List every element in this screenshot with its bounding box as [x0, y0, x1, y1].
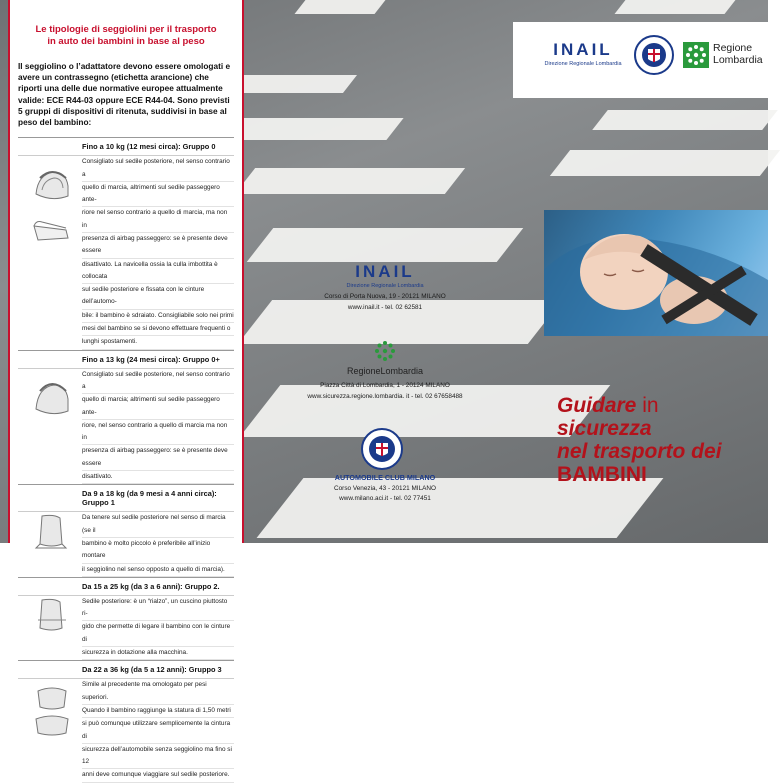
group-2-section	[18, 577, 234, 660]
group-heading: Da 9 a 18 kg (da 9 mesi a 4 anni circa): Gruppo 1	[18, 485, 234, 512]
panel-title-line: Le tipologie di seggiolini per il trasporto	[35, 24, 217, 35]
group-text-line: bile: il bambino è sdraiato. Consigliabile solo nei primi	[82, 310, 234, 323]
group-heading: Fino a 13 kg (24 mesi circa): Gruppo 0+	[18, 351, 234, 369]
group-text-line: quello di marcia, altrimenti sul sedile passeggero ante-	[82, 182, 234, 208]
aci-contact-block	[300, 473, 470, 505]
regione-wordmark: RegioneLombardia	[346, 366, 424, 376]
group-text-line: sicurezza in dotazione alla macchina.	[82, 647, 234, 660]
group-text-line: disattivato. La navicella ossia la culla imbottita è collocata	[82, 259, 234, 285]
crosswalk-stripe	[226, 118, 403, 140]
group-text-line: Simile al precedente ma omologato per pesi superiori.	[82, 679, 234, 705]
crosswalk-stripe	[615, 0, 736, 14]
group-text-line: riore, nel senso contrario a quello di marcia ma non in	[82, 420, 234, 446]
aci-name: AUTOMOBILE CLUB MILANO	[334, 473, 436, 482]
crosswalk-stripe	[550, 150, 780, 176]
camunian-rose-icon	[374, 340, 396, 362]
camunian-rose-icon	[683, 42, 709, 68]
inail-wordmark: INAIL	[355, 262, 415, 281]
inail-contact: www.inail.it - tel. 02 62581	[347, 303, 423, 311]
group-text-line: quello di marcia; altrimenti sul sedile passeggero ante-	[82, 394, 234, 420]
regione-address: Piazza Città di Lombardia, 1 - 20124 MILANO	[320, 382, 450, 389]
title-word: Guidare	[557, 394, 637, 417]
group-text-line: disattivato.	[82, 471, 234, 484]
title-line: sicurezza	[557, 417, 652, 440]
aci-seal-icon	[633, 34, 675, 76]
regione-contact-block	[300, 381, 470, 402]
group-text-line: Consigliato sul sedile posteriore, nel senso contrario a	[82, 156, 234, 182]
group-text-line: presenza di airbag passeggero: se è presente deve essere	[82, 445, 234, 471]
seat-types-panel	[8, 0, 244, 779]
inail-address: Corso di Porta Nuova, 19 - 20121 MILANO	[324, 293, 446, 300]
title-word: in	[642, 394, 659, 417]
inail-wordmark: INAIL	[553, 40, 613, 59]
regione-logo	[683, 42, 763, 72]
group-0plus-section	[18, 350, 234, 485]
group-text-line: sul sedile posteriore e fissata con le cinture dell’automo-	[82, 284, 234, 310]
group-heading: Fino a 10 kg (12 mesi circa): Gruppo 0	[18, 138, 234, 156]
middle-regione-logo	[320, 340, 450, 376]
group-text-line: presenza di airbag passeggero: se è presente deve essere	[82, 233, 234, 259]
group-text-line: anni deve comunque viaggiare sul sedile posteriore.	[82, 769, 234, 782]
crosswalk-stripe	[592, 110, 778, 130]
aci-milano-seal-icon	[360, 427, 404, 471]
regione-label-line2: Lombardia	[713, 54, 763, 66]
cover-logo-bar	[513, 22, 768, 98]
group-text-line: il seggiolino nel senso opposto a quello di marcia).	[82, 564, 234, 577]
booster-cushion-icon	[32, 683, 72, 739]
carrycot-icon	[32, 216, 72, 244]
inail-subtitle: Direzione Regionale Lombardia	[544, 61, 622, 67]
title-line: nel trasporto dei	[557, 440, 722, 463]
middle-inail-logo	[340, 262, 430, 289]
group-text-line: bambino è molto piccolo è preferibile all’inizio montare	[82, 538, 234, 564]
title-line: BAMBINI	[557, 463, 647, 486]
intro-paragraph: Il seggiolino o l’adattatore devono essere omologati e avere un contrassegno (etichetta arancione) che riporti una delle due normative europee attualmente valide: ECE R44-03 oppure ECE R44-04. Sono previsti 5 gruppi di dispositivi di ritenuta, suddivisi in base al peso del bambino:	[18, 61, 231, 128]
group-text-line: Quando il bambino raggiunge la statura di 1,50 metri	[82, 705, 234, 718]
crosswalk-stripe	[295, 0, 386, 14]
group-3-section	[18, 660, 234, 782]
group-0-section	[18, 137, 234, 349]
group-text-line: gido che permette di legare il bambino con le cinture di	[82, 621, 234, 647]
child-in-car-seat-illustration	[544, 210, 768, 336]
aci-contact: www.milano.aci.it - tel. 02 77451	[339, 495, 431, 502]
infant-carrier-icon	[32, 164, 72, 204]
sleeping-child-photo	[544, 210, 768, 336]
group-1-section	[18, 484, 234, 576]
inail-logo	[537, 40, 629, 67]
infant-seat-icon	[32, 375, 72, 419]
regione-label-line1: Regione	[713, 42, 753, 54]
crosswalk-stripe	[247, 228, 524, 262]
group-text-line: sicurezza dell’automobile senza seggiolino ma fino si 12	[82, 744, 234, 770]
group-text-line: Sedile posteriore: è un “rialzo”, un cuscino piuttosto ri-	[82, 596, 234, 622]
group-text-line: Consigliato sul sedile posteriore, nel senso contrario a	[82, 369, 234, 395]
group-text-line: si può comunque utilizzare semplicemente la cintura di	[82, 718, 234, 744]
panel-title	[18, 24, 234, 48]
group-heading: Da 15 a 25 kg (da 3 a 6 anni): Gruppo 2.	[18, 578, 234, 596]
booster-seat-icon	[32, 598, 72, 634]
crosswalk-stripe	[235, 168, 465, 194]
group-text-line: Da tenere sul sedile posteriore nel senso di marcia (se il	[82, 512, 234, 538]
inail-subtitle: Direzione Regionale Lombardia	[346, 283, 424, 289]
group-heading: Da 22 a 36 kg (da 5 a 12 anni): Gruppo 3	[18, 661, 234, 679]
aci-address: Corso Venezia, 43 - 20121 MILANO	[334, 484, 436, 492]
inail-contact-block	[300, 292, 470, 313]
group-text-line: mesi del bambino se si devono effettuare frequenti o	[82, 323, 234, 336]
cover-title	[557, 394, 762, 486]
toddler-seat-icon	[32, 514, 72, 550]
panel-title-line: in auto dei bambini in base al peso	[47, 36, 205, 47]
group-text-line: lunghi spostamenti.	[82, 336, 234, 349]
regione-contact: www.sicurezza.regione.lombardia. it - tel. 02 67658488	[307, 392, 463, 400]
group-text-line: riore nel senso contrario a quello di marcia, ma non in	[82, 207, 234, 233]
